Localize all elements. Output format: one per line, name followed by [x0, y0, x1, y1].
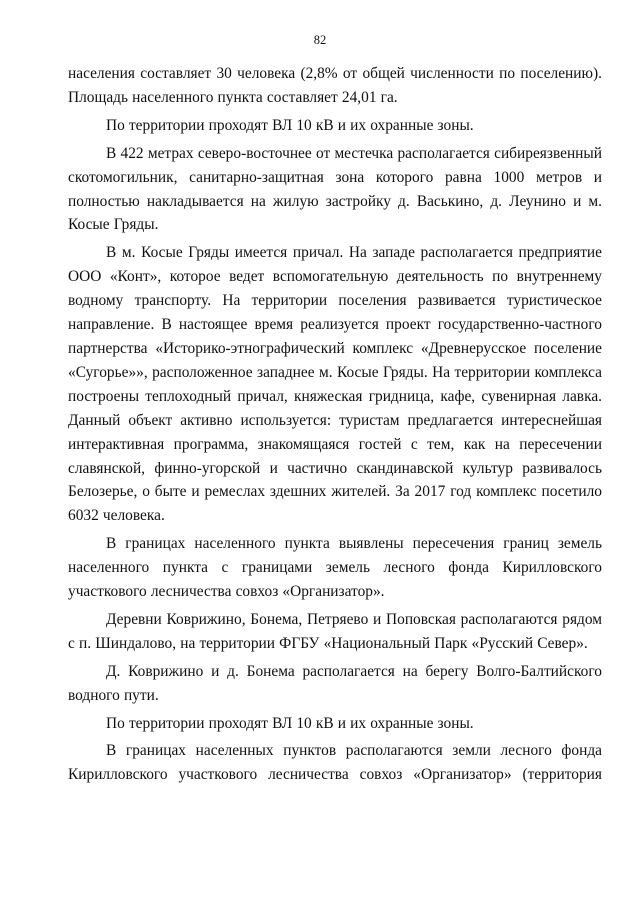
- paragraph-forest-fund: В границах населенных пунктов располагаются земли лесного фонда Кирилловского участкового лесничества совхоз «Организатор» (территория: [68, 742, 602, 784]
- paragraph-villages: Деревни Коврижино, Бонема, Петряево и Поповская располагаются рядом с п. Шиндалово, на территории ФГБУ «Национальный Парк «Русский Север».: [68, 610, 602, 652]
- paragraph-waterway: Д. Коврижино и д. Бонема располагается на берегу Волго-Балтийского водного пути.: [68, 662, 602, 704]
- page-number: 82: [313, 33, 327, 47]
- body-text: [68, 62, 602, 791]
- paragraph-forest-boundaries: В границах населенного пункта выявлены пересечения границ земель населенного пункта с границами земель лесного фонда Кирилловского участкового лесничества совхоз «Организатор».: [68, 535, 602, 601]
- paragraph-cattle-burial: В 422 метрах северо-восточнее от местечка располагается сибиреязвенный скотомогильник, санитарно-защитная зона которого равна 1000 метров и полностью накладывается на жилую застройку д. Васькино, д. Леунино и м. Косые Гряды.: [68, 144, 602, 234]
- paragraph-power-lines-2: По территории проходят ВЛ 10 кВ и их охранные зоны.: [106, 714, 474, 732]
- paragraph-power-lines-1: По территории проходят ВЛ 10 кВ и их охранные зоны.: [106, 116, 474, 134]
- paragraph-tourism: В м. Косые Гряды имеется причал. На западе располагается предприятие ООО «Конт», которое ведет вспомогательную деятельность по внутреннему водному транспорту. На территории поселения развивается туристическое направление. В настоящее время реализуется проект государственно-частного партнерства «Историко-этнографический комплекс «Древнерусское поселение «Сугорье»», расположенное западнее м. Косые Гряды. На территории комплекса построены теплоходный причал, княжеская гридница, кафе, сувенирная лавка. Данный объект активно используется: туристам предлагается интереснейшая интерактивная программа, знакомящаяся гостей с тем, как на пересечении славянской, финно-угорской и частично скандинавской культур развивалось Белозерье, о быте и ремеслах здешних жителей. За 2017 год комплекс посетило 6032 человека.: [68, 244, 602, 525]
- paragraph-population: населения составляет 30 человека (2,8% от общей численности по поселению). Площадь населенного пункта составляет 24,01 га.: [68, 65, 602, 106]
